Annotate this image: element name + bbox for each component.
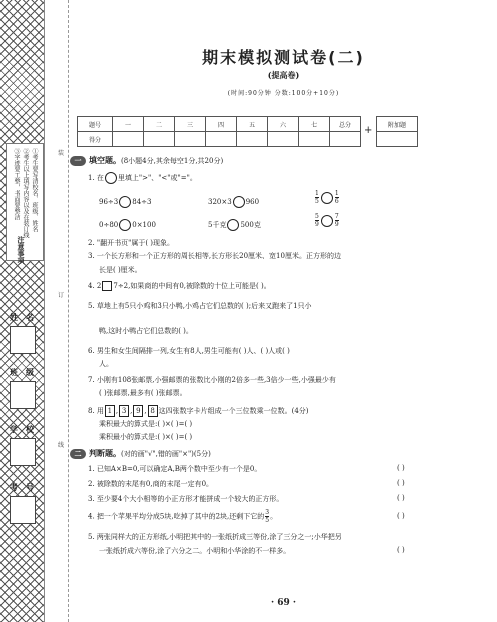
name-field[interactable] (10, 326, 36, 354)
question-2-5: 5. 两张同样大的正方形纸,小明把其中的一张纸折成三等份,涂了三分之一;小华把另 (88, 533, 342, 541)
decorative-pattern (0, 0, 45, 622)
cut-mark-3: 线 (58, 442, 65, 449)
score-table (77, 116, 361, 147)
class-label: 班级 (10, 368, 42, 377)
digit-card: 1 (105, 405, 115, 417)
question-1-8: 8. 用 1 , 3 , 9 , 8 这四张数字卡片组成一个三位数乘一位数。(4分) (88, 407, 309, 415)
score-cell[interactable] (330, 132, 361, 147)
answer-blank[interactable]: ( ) (397, 494, 405, 502)
question-1-6: 6. 男生和女生间隔排一列,女生有8人,男生可能有( )人、( )人或( ) (88, 347, 290, 355)
question-2-5-cont: 一张纸折成六等份,涂了六分之二。小明和小华涂的不一样多。 (99, 547, 291, 555)
expr-right: 0×100 (132, 221, 156, 229)
answer-blank[interactable]: ( ) (397, 512, 405, 520)
digit-card: 9 (133, 405, 143, 417)
compare-circle[interactable] (321, 192, 333, 204)
cut-mark-1: 装 (58, 150, 65, 157)
compare-item (314, 213, 340, 228)
section-2-title: 判断题。 (89, 449, 121, 458)
q-text: 4. 把一个苹果平均分成5块,吃掉了其中的2块,还剩下它的 (88, 512, 265, 521)
exam-id-label: 考号 (10, 483, 42, 492)
digit-box[interactable] (102, 281, 112, 291)
section-2-heading (70, 448, 211, 459)
expr-right: 500克 (240, 221, 261, 229)
answer-blank[interactable]: ( ) (397, 479, 405, 487)
expr-left: 5千克 (208, 221, 227, 229)
compare-item (99, 219, 156, 231)
fraction: $\frac{1}{5}$ (315, 190, 319, 205)
question-1-7: 7. 小刚有108张邮票,小强邮票的张数比小刚的2倍多一些,3倍少一些,小强最少有 (88, 376, 336, 384)
fraction: $\frac{3}{5}$ (265, 509, 270, 524)
fraction: $\frac{7}{9}$ (334, 213, 339, 228)
section-1-desc: (8小题4分,其余每空1分,共20分) (121, 157, 224, 165)
page-subtitle: (提高卷) (267, 70, 300, 80)
score-header-cell: 六 (268, 117, 299, 132)
question-1-5-cont: 鸭,这时小鸭占它们总数的( )。 (99, 327, 193, 335)
score-header-cell: 三 (175, 117, 206, 132)
q-text: 8. 用 (88, 407, 104, 415)
score-cell[interactable] (206, 132, 237, 147)
score-cell[interactable] (144, 132, 175, 147)
page-title: 期末模拟测试卷(二) (202, 48, 365, 67)
name-label: 姓名 (10, 313, 42, 322)
section-1-badge: 一 (70, 156, 86, 166)
answer-blank[interactable]: ( ) (397, 464, 405, 472)
note-2: ②考生以上填写内容以及在装订线 (22, 148, 29, 238)
question-1-6-cont: 人。 (99, 360, 113, 368)
school-label: 学校 (10, 425, 42, 434)
q-text: 7÷2,如果商的中间有0,被除数的十位上可能是( )。 (113, 282, 271, 290)
question-1-1 (88, 172, 197, 184)
score-header-cell: 一 (113, 117, 144, 132)
score-cell[interactable] (299, 132, 330, 147)
question-2-3: 3. 至少要4个大小相等的小正方形才能拼成一个较大的正方形。 (88, 495, 284, 503)
extra-header-cell: 附加题 (377, 117, 418, 132)
question-1-3: 3. 一个长方形和一个正方形的周长相等,长方形长20厘米、宽10厘米。正方形的边 (88, 252, 341, 260)
q-text: 1. 在 (88, 174, 104, 182)
score-cell[interactable] (268, 132, 299, 147)
exam-id-field[interactable] (10, 496, 36, 524)
question-2-4 (88, 509, 277, 524)
plus-sign: + (364, 125, 373, 136)
section-1-title: 填空题。 (89, 156, 121, 165)
score-header-cell: 二 (144, 117, 175, 132)
extra-score-table (376, 116, 418, 147)
digit-card: 3 (119, 405, 129, 417)
score-header-cell: 五 (237, 117, 268, 132)
compare-circle[interactable] (321, 215, 333, 227)
note-3: ③字迹要工整，书面要整洁 (13, 148, 20, 220)
exam-info: (时间:90分钟 分数:100分+10分) (227, 90, 340, 97)
digit-card: 8 (148, 405, 158, 417)
expr-left: 0÷80 (99, 221, 119, 229)
notes-title: 注意事项 (17, 236, 25, 264)
fraction: $\frac{1}{6}$ (334, 190, 339, 205)
question-1-3-cont: 长是( )厘米。 (99, 266, 142, 274)
compare-item (99, 196, 151, 208)
page-number: · 69 · (270, 598, 297, 608)
section-2-badge: 二 (70, 449, 86, 459)
question-1-5: 5. 草地上有5只小鸡和3只小鸭,小鸡占它们总数的( );后来又跑来了1只小 (88, 302, 312, 310)
compare-circle[interactable] (227, 219, 239, 231)
q-text: 这四张数字卡片组成一个三位数乘一位数。(4分) (158, 407, 309, 415)
question-1-4 (88, 281, 271, 291)
score-header-cell: 题号 (78, 117, 113, 132)
fraction: $\frac{5}{9}$ (315, 213, 319, 228)
question-2-1: 1. 已知A×B=0,可以确定A,B两个数中至少有一个是0。 (88, 465, 262, 473)
binding-strip (44, 0, 69, 622)
extra-score-cell[interactable] (377, 132, 418, 147)
compare-circle[interactable] (105, 172, 117, 184)
compare-circle[interactable] (119, 196, 131, 208)
q-text: 。 (270, 512, 278, 521)
score-header-cell: 七 (299, 117, 330, 132)
class-field[interactable] (10, 381, 36, 409)
score-header-cell: 总分 (330, 117, 361, 132)
q-text: 4. 2 (88, 282, 102, 290)
score-cell[interactable] (175, 132, 206, 147)
question-1-2: 2. "翻开书页"属于( )现象。 (88, 239, 175, 247)
score-row-label: 得分 (78, 132, 113, 147)
section-2-desc: (对的画"√",错的画"×")(5分) (121, 450, 211, 458)
section-1-heading (70, 155, 223, 166)
cut-mark-2: 订 (58, 292, 65, 299)
compare-item (314, 190, 340, 205)
compare-circle[interactable] (119, 219, 131, 231)
score-cell[interactable] (237, 132, 268, 147)
compare-circle[interactable] (233, 196, 245, 208)
question-2-2: 2. 被除数的末尾有0,商的末尾一定有0。 (88, 480, 214, 488)
expr-left: 320×3 (208, 198, 232, 206)
question-1-7-cont: ( )张邮票,最多有( )张邮票。 (99, 389, 187, 397)
answer-blank[interactable]: ( ) (397, 546, 405, 554)
note-1: ①考生要写清校名、班级、姓名 (31, 148, 38, 232)
expr-right: 960 (245, 198, 260, 206)
question-1-8-line-2: 乘积最小的算式是:( )×( )=( ) (99, 433, 193, 441)
question-1-8-line-1: 乘积最大的算式是:( )×( )=( ) (99, 420, 193, 428)
q-text: 里填上">"、"<"或"="。 (117, 174, 197, 182)
expr-right: 84÷3 (132, 198, 152, 206)
expr-left: 96÷3 (99, 198, 119, 206)
score-cell[interactable] (113, 132, 144, 147)
school-field[interactable] (10, 438, 36, 466)
score-header-cell: 四 (206, 117, 237, 132)
compare-item (208, 219, 261, 231)
compare-item (208, 196, 259, 208)
